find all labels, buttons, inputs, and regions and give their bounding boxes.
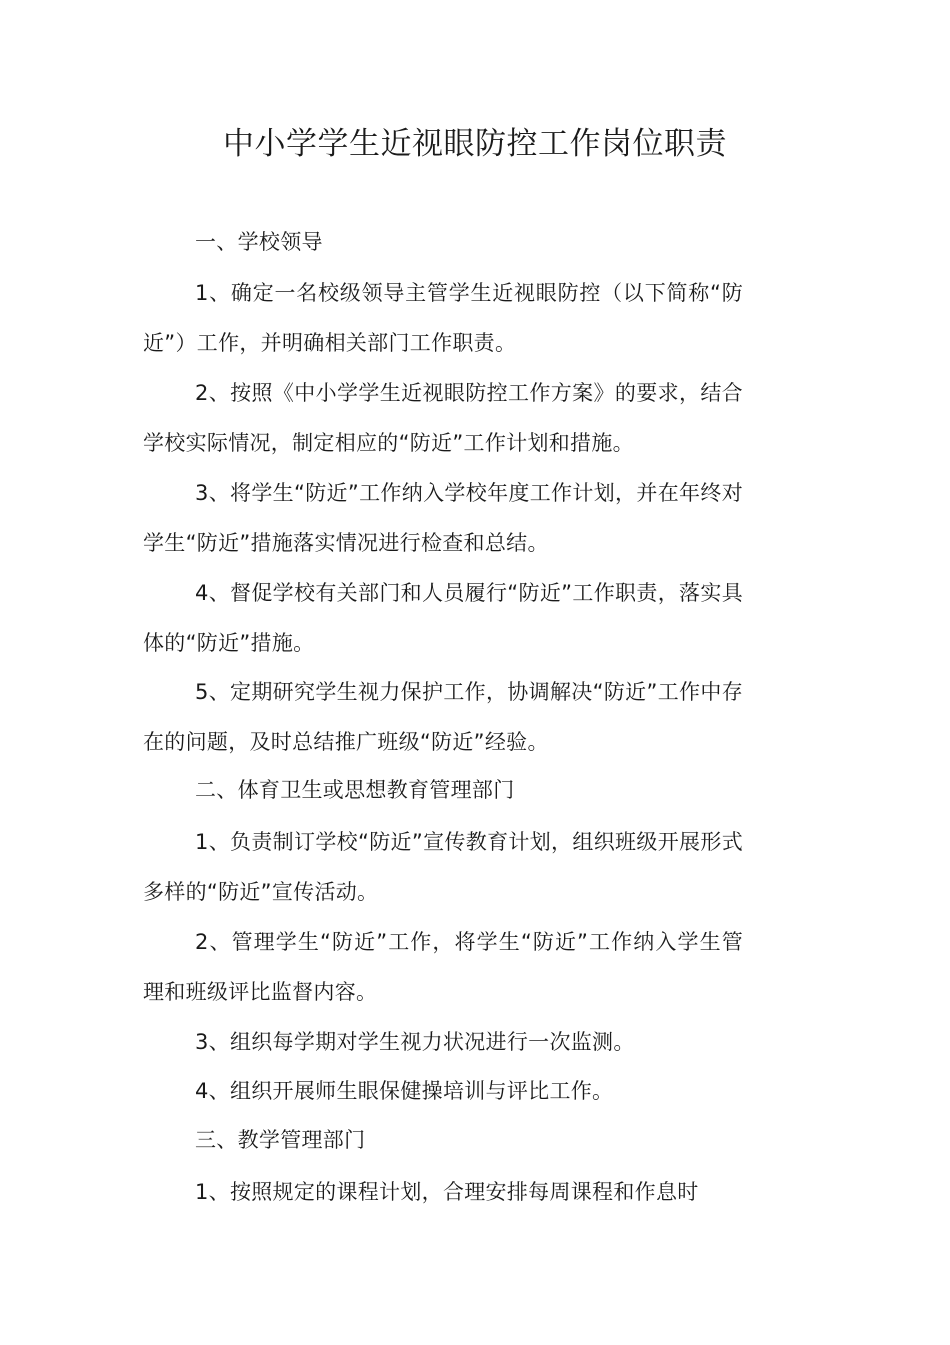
paragraph: 1、负责制订学校“防近”宣传教育计划，组织班级开展形式多样的“防近”宣传活动。 (143, 830, 743, 904)
document-title: 中小学学生近视眼防控工作岗位职责 (223, 126, 727, 162)
paragraph: 1、确定一名校级领导主管学生近视眼防控（以下简称“防近”）工作，并明确相关部门工作职责。 (143, 281, 743, 355)
paragraph: 4、督促学校有关部门和人员履行“防近”工作职责，落实具体的“防近”措施。 (143, 581, 743, 655)
paragraph: 2、管理学生“防近”工作，将学生“防近”工作纳入学生管理和班级评比监督内容。 (143, 930, 743, 1004)
paragraph: 2、按照《中小学学生近视眼防控工作方案》的要求，结合学校实际情况，制定相应的“防近”工作计划和措施。 (143, 381, 743, 455)
paragraph: 3、组织每学期对学生视力状况进行一次监测。 (195, 1030, 635, 1054)
paragraph: 5、定期研究学生视力保护工作，协调解决“防近”工作中存在的问题，及时总结推广班级“防近”经验。 (143, 680, 743, 754)
section-heading-pe-health: 二、体育卫生或思想教育管理部门 (195, 778, 515, 802)
section-heading-school-leaders: 一、学校领导 (195, 230, 323, 254)
paragraph: 1、按照规定的课程计划，合理安排每周课程和作息时 (195, 1180, 699, 1204)
section-heading-teaching: 三、教学管理部门 (195, 1128, 366, 1152)
paragraph: 3、将学生“防近”工作纳入学校年度工作计划，并在年终对学生“防近”措施落实情况进行检查和总结。 (143, 481, 743, 555)
paragraph: 4、组织开展师生眼保健操培训与评比工作。 (195, 1079, 614, 1103)
